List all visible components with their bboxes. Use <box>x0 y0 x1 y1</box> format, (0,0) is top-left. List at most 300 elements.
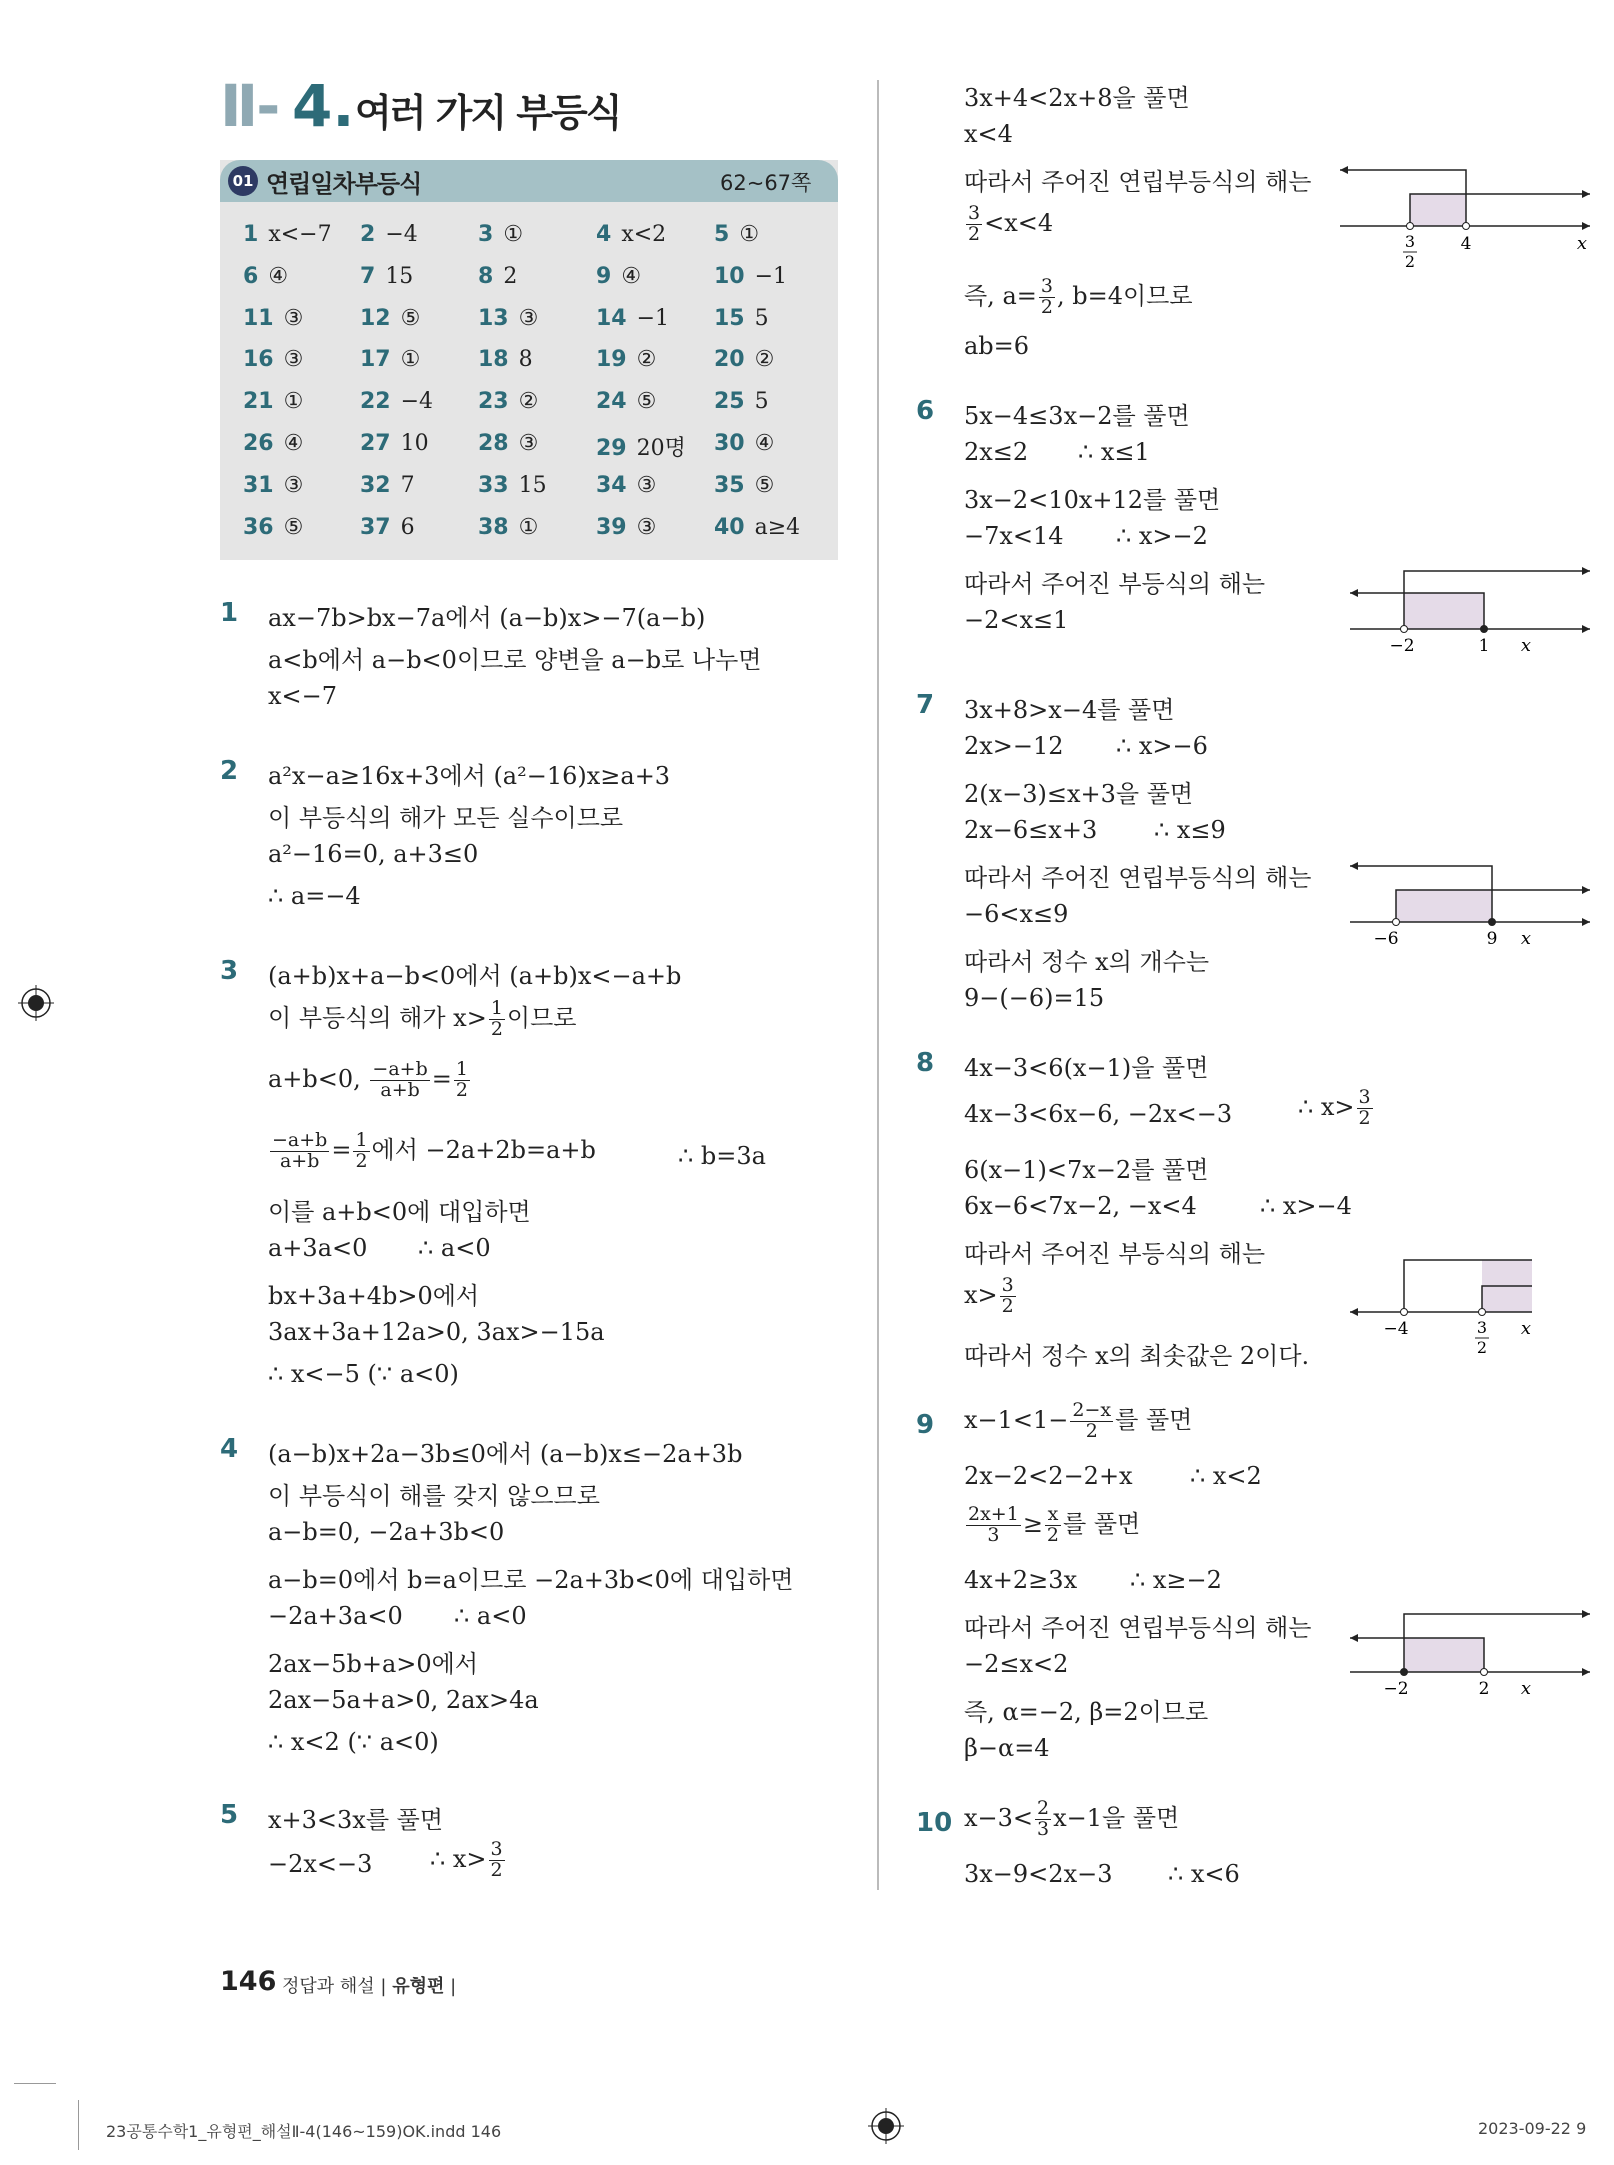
frac-den: 2 <box>355 1150 368 1172</box>
answer-value: 20명 <box>636 436 686 461</box>
answer-number: 35 <box>714 472 745 498</box>
number-line-graph-9 <box>1340 1600 1600 1700</box>
arrow-head <box>1582 190 1590 198</box>
solution-line: 따라서 주어진 연립부등식의 해는 <box>964 1614 1312 1642</box>
fraction <box>489 1840 505 1881</box>
solution-line <box>964 1504 1140 1546</box>
answer-number: 40 <box>714 514 745 540</box>
answer-value: ① <box>400 347 421 373</box>
text-run: 이므로 <box>506 1004 577 1032</box>
answer-number: 24 <box>596 389 627 415</box>
text-run: = <box>331 1136 352 1164</box>
answer-item <box>714 222 759 247</box>
open-point <box>1393 919 1400 926</box>
solution-line: ∴ x>−6 <box>1116 732 1208 760</box>
number-line-graph-8 <box>1340 1240 1600 1360</box>
page-title: 여러 가지 부등식 <box>355 91 621 135</box>
solution-line: 이를 a+b<0에 대입하면 <box>268 1198 531 1226</box>
answer-item <box>714 431 774 456</box>
solution-line <box>964 1798 1179 1840</box>
answer-number: 25 <box>714 389 745 415</box>
answer-number: 37 <box>360 514 391 540</box>
problem-number: 8 <box>916 1048 935 1078</box>
answer-item <box>360 515 415 540</box>
solution-line: 따라서 주어진 부등식의 해는 <box>964 1240 1266 1268</box>
solution-line: a²x−a≥16x+3에서 (a²−16)x≥a+3 <box>268 762 671 790</box>
answer-value: −1 <box>754 263 788 289</box>
answer-item <box>478 264 517 289</box>
fraction <box>370 1060 429 1101</box>
solution-line: a−b=0에서 b=a이므로 −2a+3b<0에 대입하면 <box>268 1566 794 1594</box>
column-divider <box>877 80 879 1890</box>
answer-value: x<2 <box>621 222 667 247</box>
fraction <box>454 1060 470 1101</box>
fraction <box>270 1131 329 1172</box>
solution-line <box>964 276 1193 318</box>
fraction <box>1357 1088 1373 1129</box>
solution-line: 따라서 정수 x의 최솟값은 2이다. <box>964 1342 1310 1370</box>
text-run: a+b<0, <box>268 1064 369 1093</box>
solution-line: 2ax−5a+a>0, 2ax>4a <box>268 1686 539 1714</box>
answer-number: 2 <box>360 222 376 247</box>
frac-den: 2 <box>1358 1106 1371 1129</box>
section-pages: 62∼67쪽 <box>720 171 812 195</box>
frac-den: 2 <box>1046 1524 1060 1546</box>
solution-line: 2(x−3)≤x+3을 풀면 <box>964 780 1194 808</box>
solution-line: ∴ x≤1 <box>1078 438 1150 466</box>
solution-line: ax−7b>bx−7a에서 (a−b)x>−7(a−b) <box>268 604 706 632</box>
answer-number: 29 <box>596 436 627 461</box>
solution-line: 4x−3<6(x−1)을 풀면 <box>964 1054 1209 1082</box>
solution-line: a−b=0, −2a+3b<0 <box>268 1518 505 1546</box>
section-title: 연립일차부등식 <box>266 170 422 198</box>
solution-line: 6x−6<7x−2, −x<4 <box>964 1192 1197 1220</box>
answer-value: 8 <box>518 347 533 373</box>
answer-number: 12 <box>360 305 391 331</box>
solution-line: 따라서 정수 x의 개수는 <box>964 948 1210 976</box>
axis-label: x <box>1520 635 1532 655</box>
solution-line: ∴ x<2 <box>1190 1462 1262 1490</box>
answer-value: ② <box>518 389 539 415</box>
answer-value: ③ <box>283 305 304 331</box>
answer-number: 31 <box>243 472 274 498</box>
answer-item <box>243 347 303 372</box>
answer-number: 15 <box>714 305 745 331</box>
answer-value: ④ <box>621 263 642 289</box>
text-run: = <box>431 1064 452 1093</box>
solution-line <box>964 1400 1192 1442</box>
frac-num: 3 <box>1040 275 1053 298</box>
arrow-head <box>1582 1610 1590 1618</box>
solution-line: 2x≤2 <box>964 438 1029 466</box>
frac-num: 2x+1 <box>968 1503 1019 1526</box>
crop-mark <box>14 2083 56 2084</box>
solution-line: 2ax−5b+a>0에서 <box>268 1650 479 1678</box>
answer-number: 32 <box>360 472 391 498</box>
answer-item <box>714 473 774 498</box>
slug-filename: 23공통수학1_유형편_해설Ⅱ-4(146~159)OK.indd 146 <box>106 2122 502 2141</box>
frac-num: 2−x <box>1072 1399 1112 1422</box>
axis-label: x <box>1520 1318 1532 1339</box>
answer-number: 1 <box>243 222 259 247</box>
chapter-roman: Ⅱ- <box>220 72 279 140</box>
fraction <box>966 1505 1021 1546</box>
open-point <box>1407 223 1414 230</box>
solution-line: ab=6 <box>964 332 1030 360</box>
solution-line <box>964 1276 1018 1317</box>
answer-item <box>596 222 666 247</box>
registration-mark-icon <box>868 2108 904 2144</box>
solution-line: a+3a<0 <box>268 1234 368 1262</box>
problem-number: 7 <box>916 690 935 720</box>
text-run: 를 풀면 <box>1115 1406 1193 1434</box>
answer-value: ① <box>283 389 304 415</box>
solution-line: ∴ x<2 (∵ a<0) <box>268 1728 439 1756</box>
text-run: 즉, a= <box>964 282 1037 310</box>
axis-label: −2 <box>1383 1679 1409 1699</box>
solution-line: 9−(−6)=15 <box>964 984 1105 1012</box>
answer-value: ③ <box>518 305 539 331</box>
answer-number: 39 <box>596 514 627 540</box>
solution-line: −6<x≤9 <box>964 900 1069 928</box>
axis-label: 3 <box>1476 1318 1488 1337</box>
answer-value: 6 <box>400 514 415 540</box>
axis-label: −4 <box>1383 1319 1409 1339</box>
solution-line: 3x−9<2x−3 <box>964 1860 1113 1888</box>
answer-value: ④ <box>283 431 304 456</box>
open-point <box>1401 626 1408 633</box>
text-run: ∴ x> <box>430 1844 487 1873</box>
solution-line <box>1298 1088 1375 1129</box>
text-run: <x<4 <box>984 208 1054 237</box>
answer-value: ⑤ <box>636 389 657 415</box>
answer-number: 13 <box>478 305 509 331</box>
solution-line: 6(x−1)<7x−2를 풀면 <box>964 1156 1209 1184</box>
frac-den: 3 <box>1037 1818 1050 1840</box>
frac-num: 1 <box>355 1129 368 1152</box>
solution-line: ∴ x>−2 <box>1116 522 1208 550</box>
answer-number: 7 <box>360 263 376 289</box>
solution-line: −2<x≤1 <box>964 606 1069 634</box>
solution-line: bx+3a+4b>0에서 <box>268 1282 480 1310</box>
solution-line: x<−7 <box>268 682 338 710</box>
registration-mark-icon <box>18 985 54 1021</box>
answer-value: ① <box>503 222 524 247</box>
solution-line: 이 부등식의 해가 모든 실수이므로 <box>268 804 624 832</box>
text-run: x> <box>964 1280 998 1309</box>
answer-item <box>596 389 656 414</box>
solution-line: 따라서 주어진 연립부등식의 해는 <box>964 864 1312 892</box>
answer-number: 20 <box>714 347 745 373</box>
axis-label: x <box>1520 928 1532 949</box>
answer-item <box>360 347 420 372</box>
solution-line: 3ax+3a+12a>0, 3ax>−15a <box>268 1318 605 1346</box>
problem-number: 1 <box>220 598 239 628</box>
answer-number: 30 <box>714 431 745 456</box>
axis-label: 2 <box>1404 252 1416 271</box>
fraction <box>353 1131 369 1172</box>
answer-value: ③ <box>283 347 304 373</box>
solution-line: x<4 <box>964 120 1013 148</box>
open-point <box>1463 223 1470 230</box>
answer-number: 3 <box>478 222 494 247</box>
solution-line: 2x>−12 <box>964 732 1064 760</box>
answer-number: 34 <box>596 472 627 498</box>
solution-line: ∴ x<6 <box>1168 1860 1240 1888</box>
answer-number: 27 <box>360 431 391 456</box>
footer-sep: | <box>380 1976 387 1997</box>
solution-line: ∴ x≤9 <box>1154 816 1226 844</box>
solution-line <box>964 204 1053 245</box>
solution-line: ∴ a<0 <box>418 1234 491 1262</box>
frac-den: 2 <box>490 1018 503 1040</box>
text-run: , b=4이므로 <box>1056 282 1193 310</box>
text-run: 이 부등식의 해가 x> <box>268 1004 487 1032</box>
problem-number: 3 <box>220 956 239 986</box>
answer-item <box>714 515 800 540</box>
answer-number: 18 <box>478 347 509 373</box>
answer-item <box>478 431 538 456</box>
solution-line: 3x+8>x−4를 풀면 <box>964 696 1175 724</box>
solution-line: β−α=4 <box>964 1734 1050 1762</box>
frac-num: 3 <box>968 202 981 224</box>
answer-value: 15 <box>518 472 547 498</box>
answer-item <box>360 264 413 289</box>
open-point <box>1479 1309 1486 1316</box>
open-point <box>1401 1309 1408 1316</box>
arrow-head <box>1582 886 1590 894</box>
problem-number: 6 <box>916 396 935 426</box>
answer-item <box>596 347 656 372</box>
answer-item <box>478 347 533 372</box>
arrow-head <box>1582 222 1590 230</box>
solution-line: 2x−2<2−2+x <box>964 1462 1133 1490</box>
answer-value: −1 <box>636 305 670 331</box>
number-line-graph-7 <box>1340 850 1600 950</box>
problem-number: 5 <box>220 1800 239 1830</box>
chapter-number: 4. <box>292 72 355 140</box>
frac-num: 1 <box>455 1058 468 1080</box>
answer-number: 8 <box>478 263 494 289</box>
solution-line <box>268 998 576 1040</box>
answer-value: ① <box>518 514 539 540</box>
frac-den: 2 <box>968 222 981 245</box>
arrow-head <box>1350 862 1358 870</box>
answer-number: 9 <box>596 263 612 289</box>
solution-line <box>268 1060 472 1101</box>
answer-item <box>596 473 656 498</box>
answer-item <box>714 347 774 372</box>
fraction <box>1045 1505 1061 1546</box>
axis-label: 1 <box>1478 636 1490 655</box>
problem-number: 4 <box>220 1434 239 1464</box>
page-number: 146 <box>220 1966 277 1997</box>
answer-value: 2 <box>503 263 518 289</box>
answer-value: ⑤ <box>283 514 304 540</box>
answer-value: 10 <box>400 431 429 456</box>
solution-line: 4x+2≥3x <box>964 1566 1078 1594</box>
answer-item <box>714 306 769 331</box>
answer-number: 26 <box>243 431 274 456</box>
frac-num: 2 <box>1037 1797 1050 1820</box>
fraction <box>489 999 505 1040</box>
answer-item <box>360 306 420 331</box>
shaded-region <box>1396 890 1492 922</box>
arrow-head <box>1340 166 1348 174</box>
answer-value: ② <box>754 347 775 373</box>
answer-item <box>714 264 787 289</box>
problem-number: 9 <box>916 1410 935 1440</box>
answer-item <box>360 431 429 456</box>
frac-den: 2 <box>455 1078 468 1101</box>
axis-label: −6 <box>1373 929 1399 949</box>
solution-line: (a−b)x+2a−3b≤0에서 (a−b)x≤−2a+3b <box>268 1440 743 1468</box>
answer-number: 17 <box>360 347 391 373</box>
answer-item <box>360 473 415 498</box>
arrow-head <box>1582 625 1590 633</box>
text-run: x−1<1− <box>964 1406 1069 1434</box>
axis-label: −2 <box>1389 636 1415 655</box>
section-badge: 01 <box>228 166 258 196</box>
solution-line: 따라서 주어진 연립부등식의 해는 <box>964 168 1312 196</box>
text-run: 에서 −2a+2b=a+b <box>371 1136 596 1164</box>
closed-point <box>1489 919 1496 926</box>
answer-value: −4 <box>385 222 418 247</box>
text-run: x−1을 풀면 <box>1053 1804 1180 1832</box>
frac-den: 2 <box>1040 296 1053 318</box>
frac-den: 2 <box>490 1858 503 1881</box>
answer-item <box>360 389 433 414</box>
answer-item <box>596 306 669 331</box>
closed-point <box>1401 1669 1408 1676</box>
frac-num: −a+b <box>372 1058 428 1080</box>
frac-num: 1 <box>490 997 503 1020</box>
crop-mark <box>78 2100 79 2150</box>
frac-num: 3 <box>1001 1274 1014 1296</box>
answer-number: 19 <box>596 347 627 373</box>
answer-value: ② <box>636 347 657 373</box>
solution-line: ∴ a<0 <box>454 1602 527 1630</box>
solution-line: 3x−2<10x+12를 풀면 <box>964 486 1221 514</box>
solution-line: 이 부등식이 해를 갖지 않으므로 <box>268 1482 600 1510</box>
answer-item <box>596 264 641 289</box>
axis-label: 3 <box>1404 232 1416 251</box>
fraction <box>1000 1276 1016 1317</box>
closed-point <box>1481 626 1488 633</box>
frac-num: 3 <box>490 1838 503 1860</box>
answer-item <box>596 431 686 462</box>
shaded-region <box>1410 194 1466 226</box>
shaded-region <box>1404 593 1484 629</box>
arrow-head <box>1582 918 1590 926</box>
fraction <box>1070 1401 1113 1442</box>
answer-value: ③ <box>518 431 539 456</box>
frac-den: a+b <box>279 1150 320 1172</box>
solution-line: ∴ a=−4 <box>268 882 361 910</box>
solution-line: a²−16=0, a+3≤0 <box>268 840 479 868</box>
solution-line: 3x+4<2x+8을 풀면 <box>964 84 1190 112</box>
answer-number: 21 <box>243 389 274 415</box>
axis-label: 2 <box>1478 1679 1490 1699</box>
text-run: x−3< <box>964 1804 1034 1832</box>
answer-item <box>360 222 418 247</box>
answer-item <box>596 515 656 540</box>
text-run: ≥ <box>1022 1510 1043 1538</box>
solution-line: 4x−3<6x−6, −2x<−3 <box>964 1100 1233 1128</box>
answer-number: 33 <box>478 472 509 498</box>
answer-number: 11 <box>243 305 274 331</box>
answer-item <box>243 389 303 414</box>
answer-value: 7 <box>400 472 415 498</box>
solution-line: 즉, α=−2, β=2이므로 <box>964 1698 1209 1726</box>
frac-den: 2 <box>1085 1420 1098 1442</box>
solution-line: ∴ x<−5 (∵ a<0) <box>268 1360 459 1388</box>
answer-value: 5 <box>754 305 769 331</box>
arrow-head <box>1350 1308 1358 1316</box>
answer-item <box>243 264 288 289</box>
solution-line: (a+b)x+a−b<0에서 (a+b)x<−a+b <box>268 962 682 990</box>
axis-label: x <box>1576 233 1588 254</box>
axis-label: x <box>1520 1678 1532 1699</box>
answer-number: 38 <box>478 514 509 540</box>
solution-line: 따라서 주어진 부등식의 해는 <box>964 570 1266 598</box>
answer-item <box>243 306 303 331</box>
footer-text-bold: 유형편 <box>392 1976 445 1997</box>
arrow-head <box>1582 567 1590 575</box>
axis-label: 9 <box>1486 929 1498 949</box>
frac-den: a+b <box>380 1078 420 1101</box>
answer-value: ⑤ <box>400 305 421 331</box>
solution-line: −7x<14 <box>964 522 1064 550</box>
solution-line: −2x<−3 <box>268 1850 373 1878</box>
fraction <box>966 204 982 245</box>
answer-value: ③ <box>283 472 304 498</box>
answer-value: x<−7 <box>268 222 332 247</box>
answer-value: ③ <box>636 514 657 540</box>
problem-number: 2 <box>220 756 239 786</box>
solution-line: ∴ x>−4 <box>1260 1192 1352 1220</box>
answer-item <box>478 389 538 414</box>
frac-num: −a+b <box>272 1129 328 1152</box>
number-line-graph-5 <box>1330 150 1600 280</box>
solution-line: −2≤x<2 <box>964 1650 1069 1678</box>
footer-sep: | <box>450 1976 457 1997</box>
answer-value: ③ <box>636 472 657 498</box>
answer-item <box>478 306 538 331</box>
arrow-head <box>1582 1668 1590 1676</box>
solution-line: a<b에서 a−b<0이므로 양변을 a−b로 나누면 <box>268 646 762 674</box>
solution-line: 5x−4≤3x−2를 풀면 <box>964 402 1190 430</box>
text-run: 를 풀면 <box>1063 1510 1141 1538</box>
answer-number: 4 <box>596 222 612 247</box>
problem-number: 10 <box>916 1808 953 1838</box>
solution-line <box>430 1840 507 1881</box>
fraction <box>1035 1799 1051 1840</box>
answer-item <box>243 431 303 456</box>
solution-line: ∴ b=3a <box>678 1142 766 1170</box>
arrow-head <box>1350 589 1358 597</box>
frac-den: 3 <box>987 1524 1000 1546</box>
axis-label: 4 <box>1460 234 1472 254</box>
answer-item <box>714 389 769 414</box>
shaded-region <box>1404 1638 1484 1672</box>
answer-number: 14 <box>596 305 627 331</box>
answer-value: 15 <box>385 263 414 289</box>
solution-line: x+3<3x를 풀면 <box>268 1806 444 1834</box>
answer-value: −4 <box>400 389 434 415</box>
axis-label: 2 <box>1476 1338 1488 1357</box>
answer-number: 23 <box>478 389 509 415</box>
